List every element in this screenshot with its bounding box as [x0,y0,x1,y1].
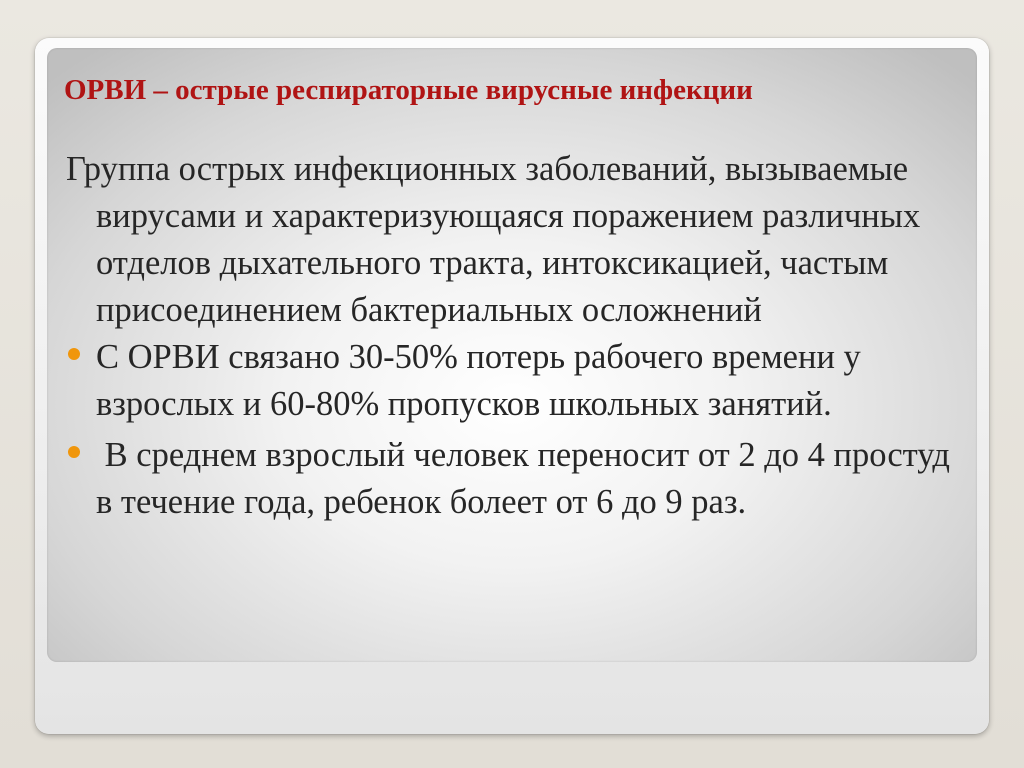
bullet-item-colds-per-year [66,432,966,526]
bullet-text: В среднем взрослый человек переносит от 2 до 4 простуд в течение года, ребенок болеет от 6 до 9 раз. [96,436,959,521]
bullet-text: С ОРВИ связано 30-50% потерь рабочего времени у взрослых и 60-80% пропусков школьных занятий. [96,338,861,423]
bullet-dot-icon [68,348,80,360]
definition-paragraph: Группа острых инфекционных заболеваний, вызываемые вирусами и характеризующаяся поражением различных отделов дыхательного тракта, интоксикацией, частым присоединением бактериальных осложнений [66,150,921,329]
slide-body [66,146,966,526]
bullet-item-work-time [66,334,966,428]
bullet-dot-icon [68,446,80,458]
slide-title: ОРВИ – острые респираторные вирусные инфекции [64,74,753,106]
